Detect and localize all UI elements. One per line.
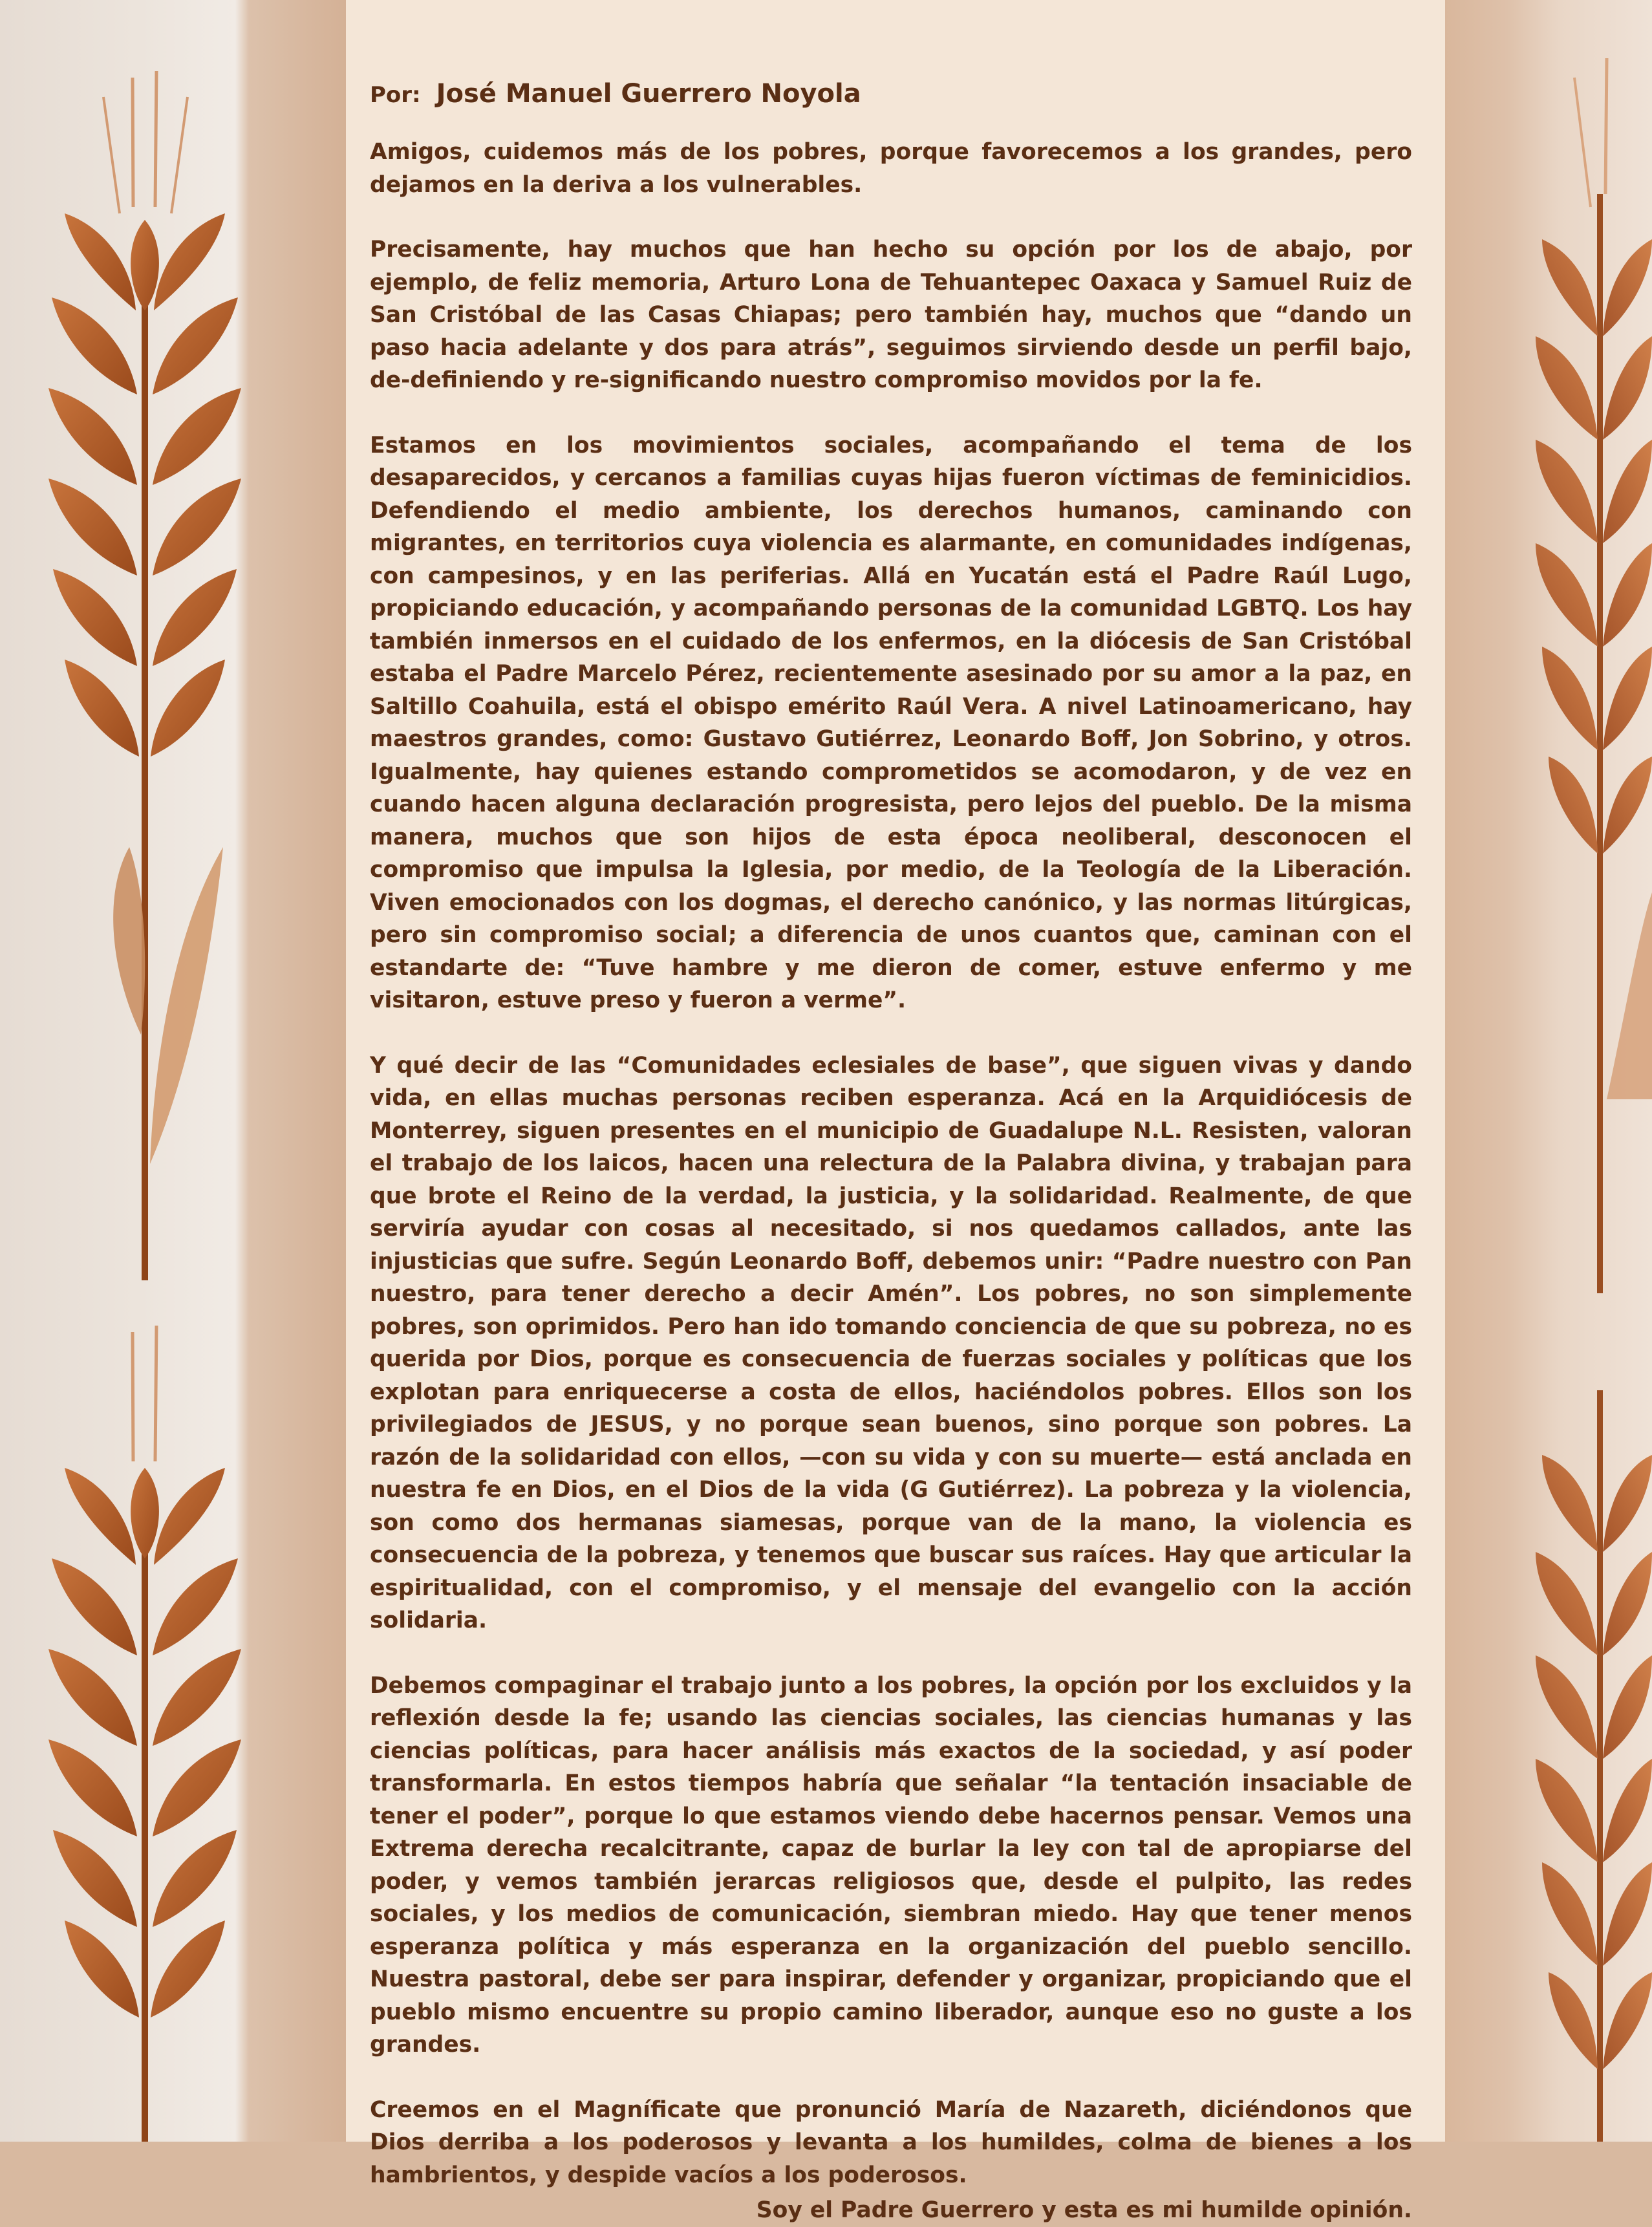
right-wheat-decoration [1445,0,1652,2142]
wheat-stalk-lower [48,1326,241,2142]
byline [370,71,1412,118]
paragraph-4: Y qué decir de las “Comunidades eclesiales de base”, que siguen vivas y dando vida, en ellas muchas personas reciben esperanza. Acá en la Arquidiócesis de Monterrey, siguen presentes en el municipio de Guadalupe N.L. Resisten, valoran el trabajo de los laicos, hacen una relectura de la Palabra divina, y trabajan para que brote el Reino de la verdad, la justicia, y la solidaridad. Realmente, de que serviría ayudar con cosas al necesitado, si nos quedamos callados, ante las injusticias que sufre. Según Leonardo Boff, debemos unir: “Padre nuestro con Pan nuestro, para tener derecho a decir Amén”. Los pobres, no son simplemente pobres, son oprimidos. Pero han ido tomando conciencia de que su pobreza, no es querida por Dios, porque es consecuencia de fuerzas sociales y políticas que los explotan para enriquecerse a costa de ellos, haciéndolos pobres. Ellos son los privilegiados de JESUS, y no porque sean buenos, sino porque son pobres. La razón de la solidaridad con ellos, —con su vida y con su muerte— está anclada en nuestra fe en Dios, en el Dios de la vida (G Gutiérrez). La pobreza y la violencia, son como dos hermanas siamesas, porque van de la mano, la violencia es consecuencia de la pobreza, y tenemos que buscar sus raíces. Hay que articular la espiritualidad, con el compromiso, y el mensaje del evangelio con la acción solidaria. [370,1052,1412,1633]
signature: Soy el Padre Guerrero y esta es mi humilde opinión. [756,2197,1412,2223]
paragraph-3: Estamos en los movimientos sociales, acompañando el tema de los desaparecidos, y cercanos a familias cuyas hijas fueron víctimas de feminicidios. Defendiendo el medio ambiente, los derechos humanos, caminando con migrantes, en territorios cuya violencia es alarmante, en comunidades indígenas, con campesinos, y en las periferias. Allá en Yucatán está el Padre Raúl Lugo, propiciando educación, y acompañando personas de la comunidad LGBTQ. Los hay también inmersos en el cuidado de los enfermos, en la diócesis de San Cristóbal estaba el Padre Marcelo Pérez, recientemente asesinado por su amor a la paz, en Saltillo Coahuila, está el obispo emérito Raúl Vera. A nivel Latinoamericano, hay maestros grandes, como: Gustavo Gutiérrez, Leonardo Boff, Jon Sobrino, y otros. Igualmente, hay quienes estando comprometidos se acomodaron, y de vez en cuando hacen alguna declaración progresista, pero lejos del pueblo. De la misma manera, muchos que son hijos de esta época neoliberal, desconocen el compromiso que impulsa la Iglesia, por medio, de la Teología de la Liberación. Viven emocionados con los dogmas, el derecho canónico, y las normas litúrgicas, pero sin compromiso social; a diferencia de unos cuantos que, caminan con el estandarte de: “Tuve hambre y me dieron de comer, estuve enfermo y me visitaron, estuve preso y fueron a verme”. [370,432,1412,1013]
wheat-left-illustration [0,0,346,2142]
article [370,71,1412,2227]
wheat-stalk-right-upper [1536,58,1652,1293]
wheat-stalk-right-lower [1536,1390,1652,2142]
paragraph-1: Amigos, cuidemos más de los pobres, porque favorecemos a los grandes, pero dejamos en la deriva a los vulnerables. [370,139,1412,198]
left-wheat-decoration [0,0,346,2142]
author-name: José Manuel Guerrero Noyola [436,79,861,109]
byline-prefix: Por: [370,82,421,108]
wheat-right-illustration [1445,0,1652,2142]
wheat-stalk-upper [48,71,241,1280]
paragraph-2: Precisamente, hay muchos que han hecho su opción por los de abajo, por ejemplo, de feliz memoria, Arturo Lona de Tehuantepec Oaxaca y Samuel Ruiz de San Cristóbal de las Casas Chiapas; pero también hay, muchos que “dando un paso hacia adelante y dos para atrás”, seguimos sirviendo desde un perfil bajo, de-definiendo y re-significando nuestro compromiso movidos por la fe. [370,237,1412,393]
paragraph-6: Creemos en el Magníficate que pronunció María de Nazareth, diciéndonos que Dios derriba a los poderosos y levanta a los humildes, colma de bienes a los hambrientos, y despide vacíos a los poderosos. [370,2096,1412,2188]
paragraph-5: Debemos compaginar el trabajo junto a los pobres, la opción por los excluidos y la reflexión desde la fe; usando las ciencias sociales, las ciencias humanas y las ciencias políticas, para hacer análisis más exactos de la sociedad, y así poder transformarla. En estos tiempos habría que señalar “la tentación insaciable de tener el poder”, porque lo que estamos viendo debe hacernos pensar. Vemos una Extrema derecha recalcitrante, capaz de burlar la ley con tal de apropiarse del poder, y vemos también jerarcas religiosos que, desde el pulpito, las redes sociales, y los medios de comunicación, siembran miedo. Hay que tener menos esperanza política y más esperanza en la organización del pueblo sencillo. Nuestra pastoral, debe ser para inspirar, defender y organizar, propiciando que el pueblo mismo encuentre su propio camino liberador, aunque eso no guste a los grandes. [370,1672,1412,2058]
